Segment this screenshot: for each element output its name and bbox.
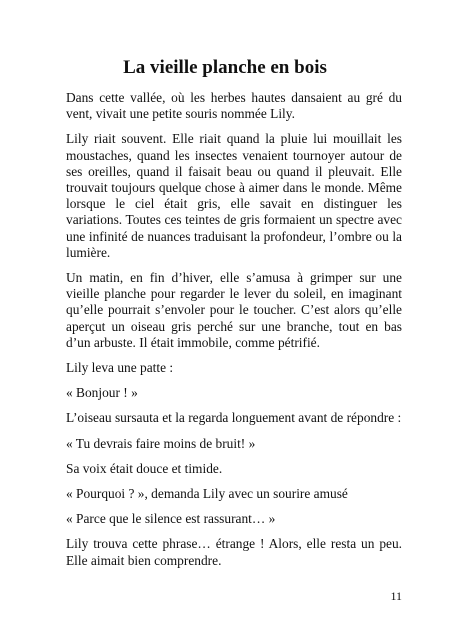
page-number: 11 — [390, 589, 402, 603]
dialogue-line: « Bonjour ! » — [66, 385, 138, 401]
paragraph: Lily leva une patte : — [66, 360, 174, 376]
paragraph: Un matin, en fin d’hiver, elle s’amusa à grimper sur une vieille planche pour regarder le lever du soleil, en imaginant qu’elle pourrait s’envoler pour le toucher. C’est alors qu’elle aperçut un oiseau gris perché sur une branche, tout en bas d’un arbuste. Il était immobile, comme pétrifié. — [66, 270, 402, 350]
dialogue-line: « Parce que le silence est rassurant… » — [66, 511, 276, 527]
paragraph: Lily trouva cette phrase… étrange ! Alors, elle resta un peu. Elle aimait bien comprendre. — [66, 536, 402, 568]
chapter-title: La vieille planche en bois — [123, 57, 327, 78]
dialogue-line: « Tu devrais faire moins de bruit! » — [66, 435, 256, 451]
paragraph: L’oiseau sursauta et la regarda longuement avant de répondre : — [66, 410, 402, 426]
paragraph: Sa voix était douce et timide. — [66, 460, 223, 476]
paragraph: Lily riait souvent. Elle riait quand la pluie lui mouillait les moustaches, quand les insectes venaient tournoyer autour de ses oreilles, quand il faisait beau ou quand il pleuvait. Elle trouvait toujours quelque chose à aimer dans le monde. Même lorsque le ciel était gris, elle savait en distinguer les variations. Toutes ces teintes de gris formaient un spectre avec une infinité de nuances traduisant la profondeur, l’ombre ou la lumière. — [66, 131, 402, 260]
dialogue-line: « Pourquoi ? », demanda Lily avec un sourire amusé — [66, 486, 348, 502]
paragraph: Dans cette vallée, où les herbes hautes dansaient au gré du vent, vivait une petite souris nommée Lily. — [66, 90, 402, 122]
chapter-body — [66, 90, 402, 578]
